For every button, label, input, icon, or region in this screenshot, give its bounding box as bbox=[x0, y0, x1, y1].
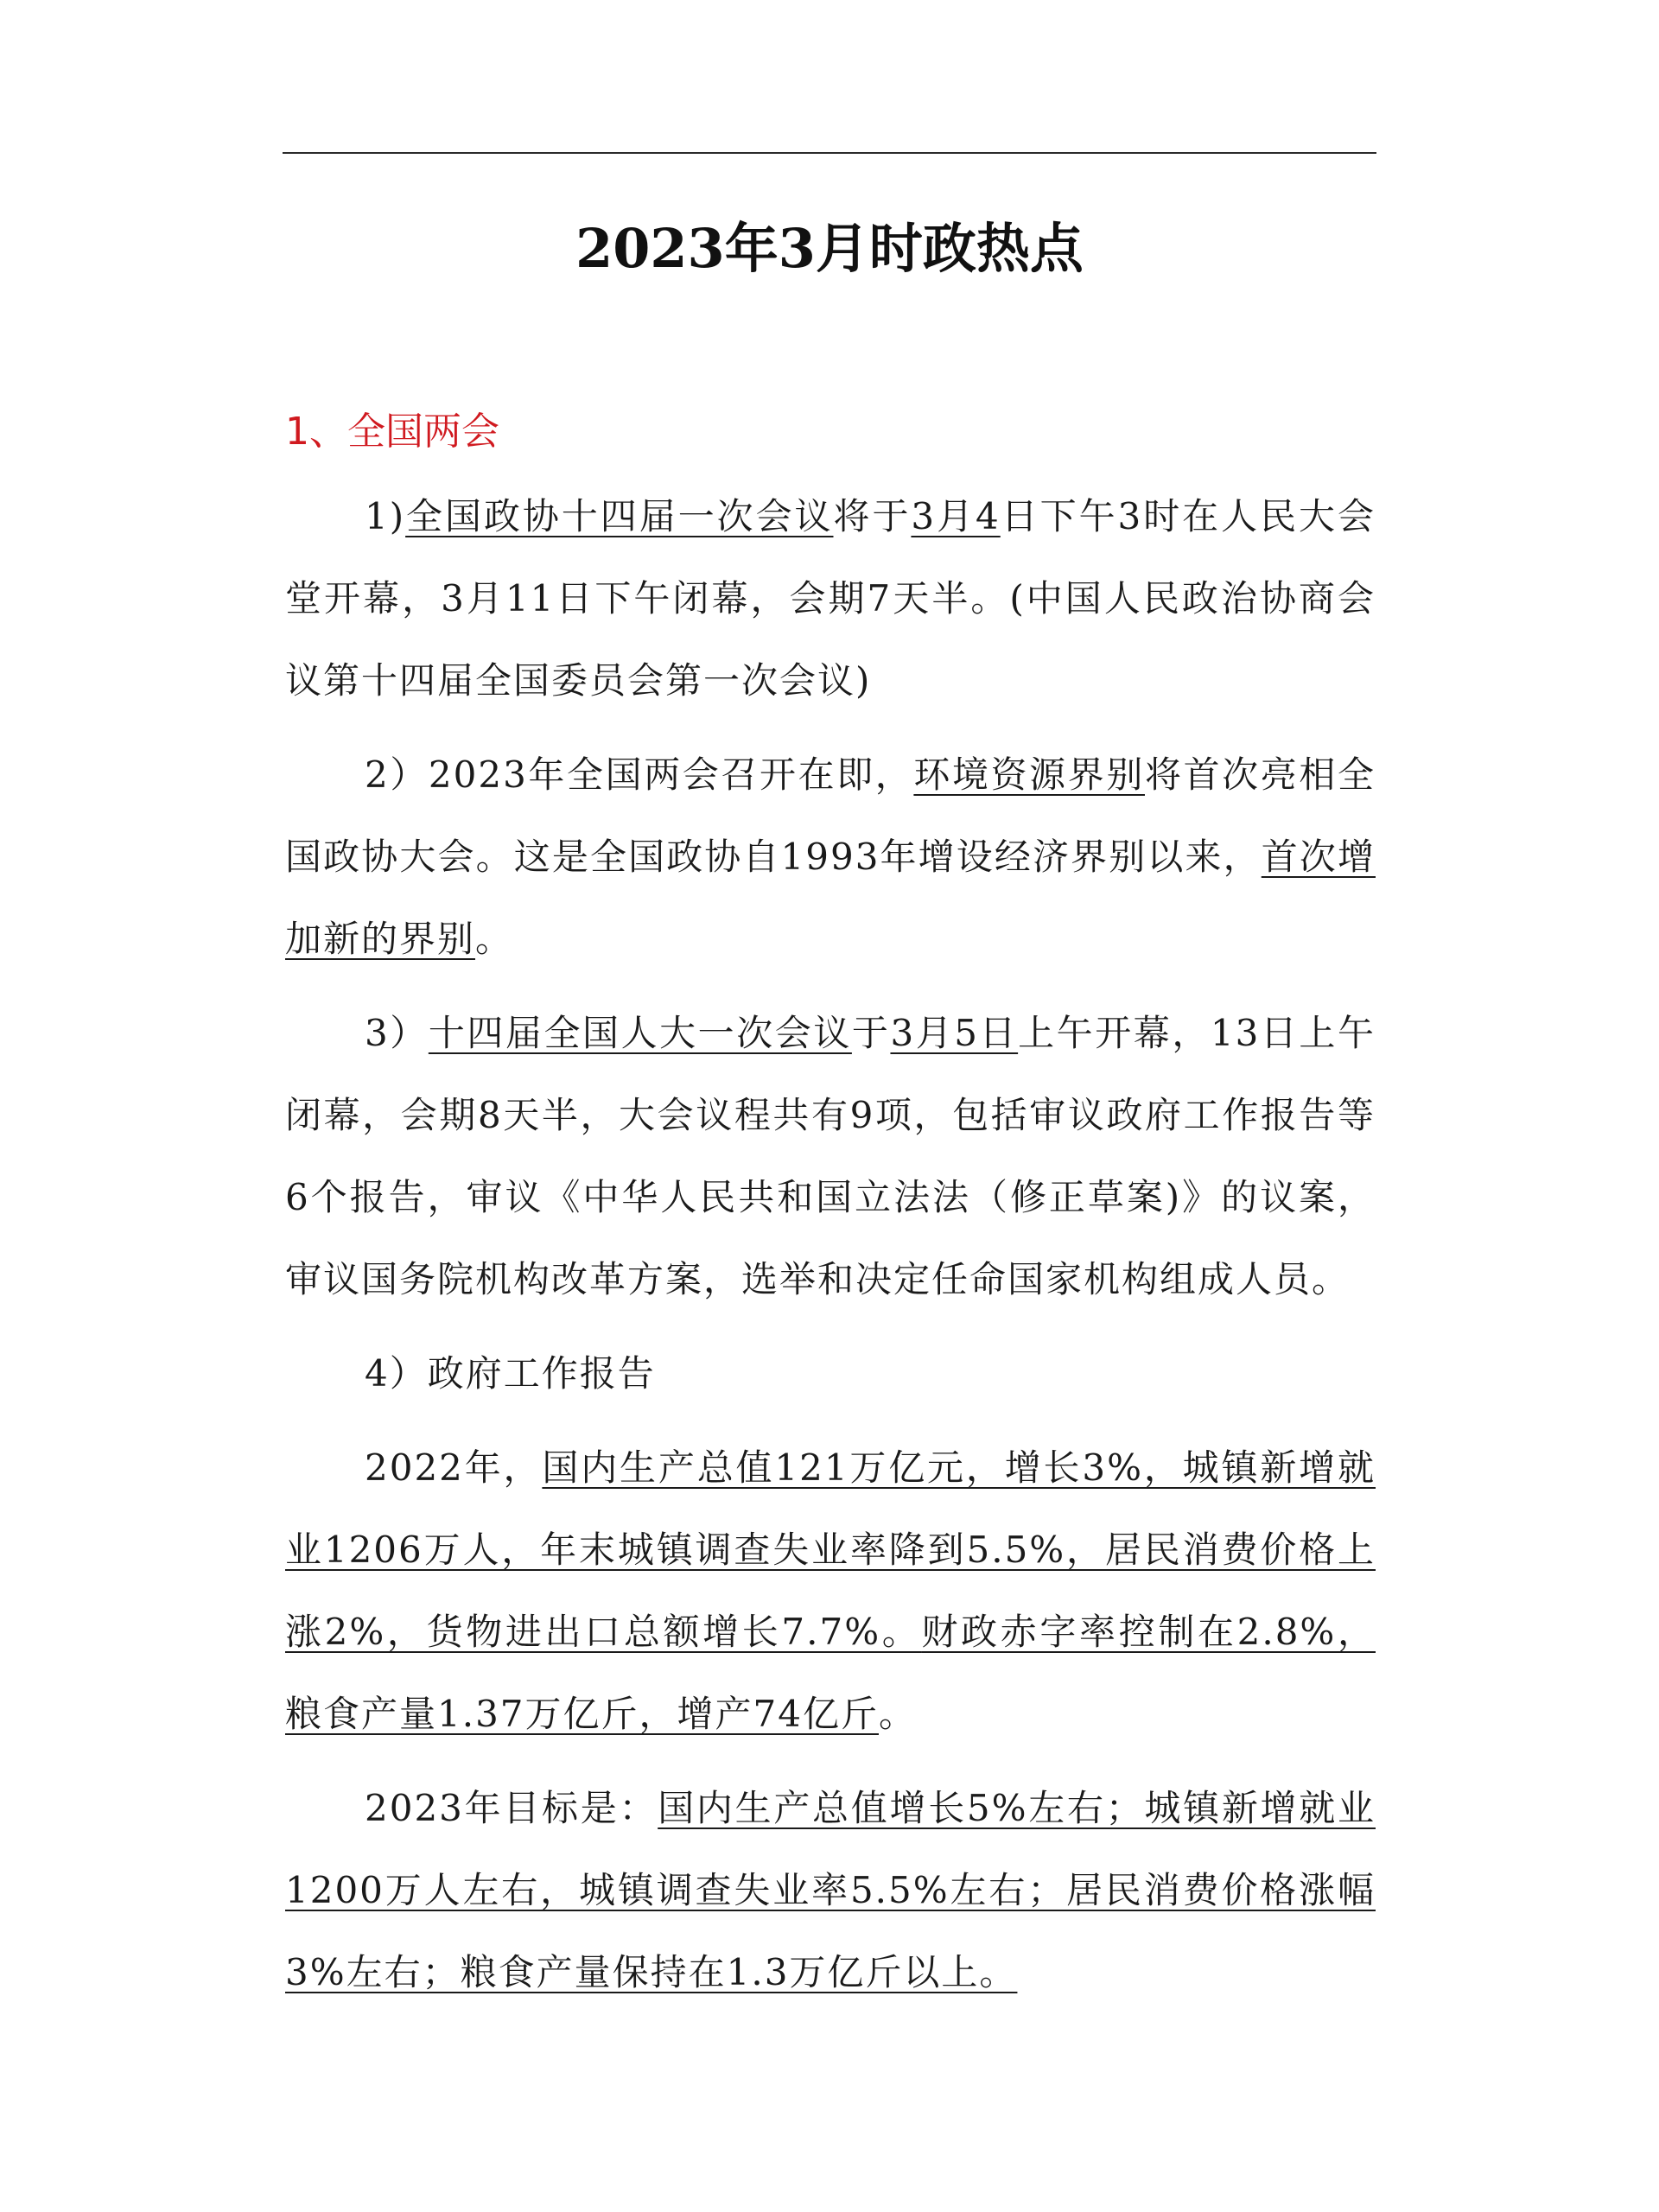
paragraph-npc bbox=[285, 992, 1376, 1320]
paragraph-2023-targets bbox=[285, 1767, 1376, 2013]
underlined-text: 首次增加新的界别 bbox=[285, 836, 1376, 960]
underlined-text: 全国政协十四届一次会议 bbox=[405, 495, 834, 537]
header-rule bbox=[283, 152, 1376, 154]
text-run: 上午开幕，13日上午闭幕，会期8天半，大会议程共有9项，包括审议政府工作报告等6个报告，审议《中华人民共和国立法法（修正草案)》的议案，审议国务院机构改革方案，选举和决定任命国家机构组成人员。 bbox=[285, 1012, 1376, 1300]
underlined-text: 十四届全国人大一次会议 bbox=[428, 1012, 852, 1054]
underlined-text: 环境资源界别 bbox=[913, 753, 1145, 796]
text-run: 。 bbox=[475, 918, 514, 960]
underlined-text: 3月4 bbox=[911, 495, 1001, 537]
page-title: 2023年3月时政热点 bbox=[575, 217, 1084, 280]
paragraph-work-report-heading: 4）政府工作报告 bbox=[365, 1352, 656, 1395]
text-run: 2023年目标是： bbox=[365, 1787, 658, 1829]
paragraph-cppcc bbox=[285, 475, 1376, 721]
text-run: 将于 bbox=[833, 495, 912, 537]
text-run: 日下午3时在人民大会堂开幕，3月11日下午闭幕，会期7天半。(中国人民政治协商会议第十四届全国委员会第一次会议) bbox=[285, 495, 1376, 702]
text-run: 1) bbox=[365, 495, 406, 537]
document-body bbox=[285, 391, 1376, 2025]
text-run: 。 bbox=[878, 1693, 917, 1735]
text-run: 将首次亮相全国政协大会。这是全国政协自1993年增设经济界别以来， bbox=[285, 753, 1376, 878]
paragraph-environment-sector bbox=[285, 734, 1376, 980]
text-run: 2022年， bbox=[365, 1446, 543, 1489]
underlined-text: 国内生产总值121万亿元，增长3%，城镇新增就业1206万人，年末城镇调查失业率降到5.5%，居民消费价格上涨2%，货物进出口总额增长7.7%。 bbox=[285, 1446, 1376, 1653]
underlined-text: 国内生产总值增长5%左右；城镇新增就业1200万人左右，城镇调查失业率5.5%左右；居民消费价格涨幅3%左右；粮食产量保持在1.3万亿斤以上。 bbox=[285, 1787, 1376, 1993]
underlined-text: 财政赤字率控制在2.8%，粮食产量1.37万亿斤，增产74亿斤 bbox=[285, 1611, 1376, 1735]
text-run: 于 bbox=[851, 1012, 891, 1054]
text-run: 3） bbox=[365, 1012, 429, 1054]
paragraph-2022-results bbox=[285, 1427, 1376, 1755]
text-run: 2）2023年全国两会召开在即， bbox=[365, 753, 914, 796]
underlined-text: 3月5日 bbox=[890, 1012, 1019, 1054]
section-heading: 1、全国两会 bbox=[285, 410, 499, 454]
